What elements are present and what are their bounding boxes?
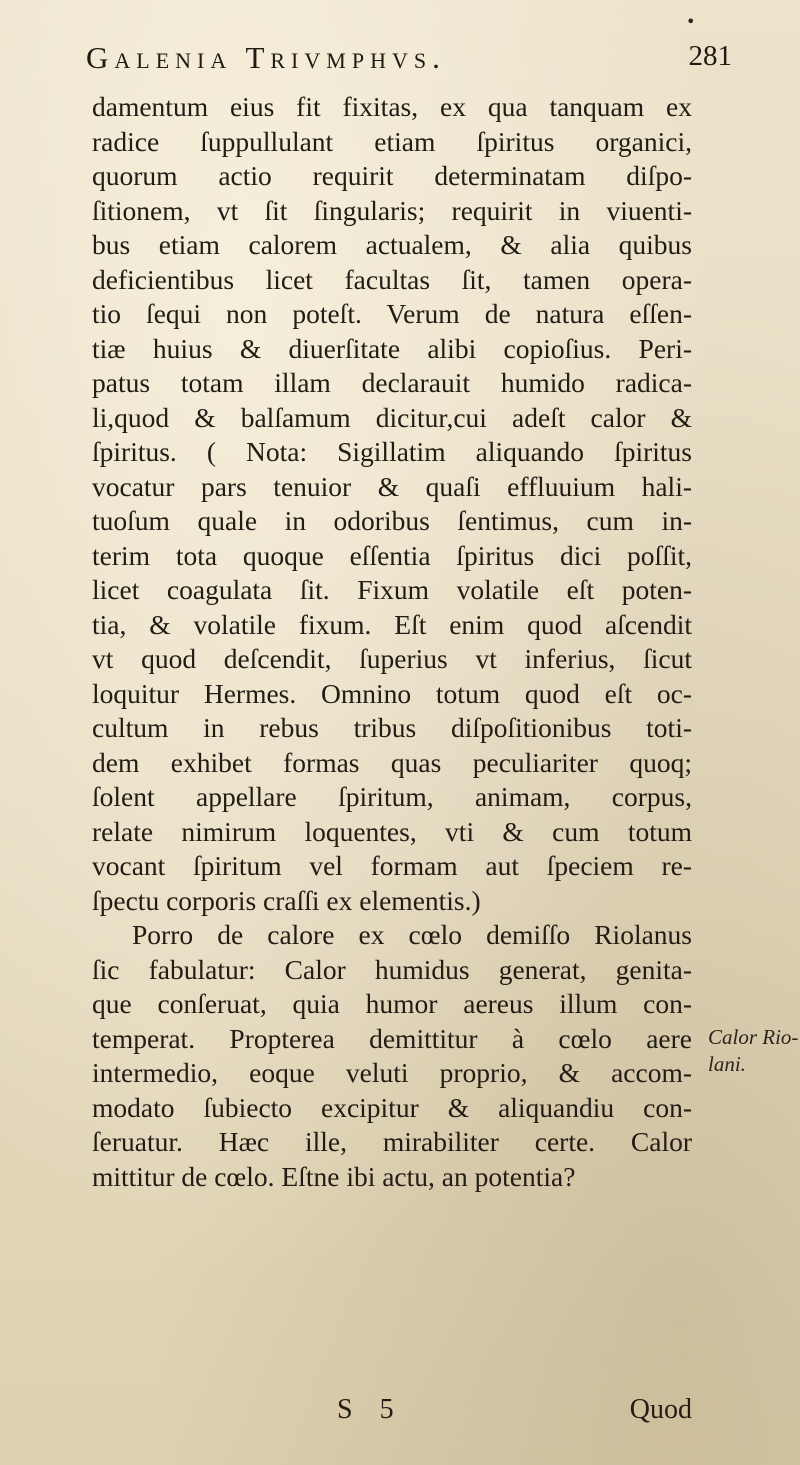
text-line: que conſeruat, quia humor aereus illum con- [92,988,692,1019]
marginal-note-line: lani. [708,1052,746,1076]
text-line: ſpectu corporis craſſi ex elementis.) [92,884,481,916]
marginal-note-line: Calor Rio- [708,1025,799,1049]
text-line: vocant ſpiritum vel formam aut ſpeciem re- [92,850,692,881]
text-line: licet coagulata ſit. Fixum volatile eſt poten- [92,574,692,605]
text-line: tio ſequi non poteſt. Verum de natura eſſen- [92,298,692,329]
text-line: radice ſuppullulant etiam ſpiritus organici, [92,125,692,157]
text-line: quorum actio requirit determinatam diſpo- [92,160,692,191]
text-line: relate nimirum loquentes, vti & cum totum [92,815,692,847]
page-number: 281 [688,40,732,72]
text-line: patus totam illam declarauit humido radica- [92,367,692,398]
text-line: Porro de calore ex cœlo demiſſo Riolanus [132,919,692,950]
text-line: ſeruatur. Hæc ille, mirabiliter certe. Calor [92,1126,692,1157]
text-line: dem exhibet formas quas peculiariter quoq; [92,746,692,778]
text-line: vocatur pars tenuior & quaſi effluuium hali- [92,470,692,502]
text-line: terim tota quoque eſſentia ſpiritus dici poſſit, [92,539,692,571]
text-line: damentum eius fit fixitas, ex qua tanquam ex [92,91,692,122]
signature-mark: S 5 [337,1394,404,1425]
catchword: Quod [629,1394,692,1425]
text-line: deficientibus licet facultas ſit, tamen opera- [92,263,692,295]
text-line: tia, & volatile fixum. Eſt enim quod aſcendit [92,608,692,640]
text-line: ſic fabulatur: Calor humidus generat, genita- [92,953,692,985]
text-line: vt quod deſcendit, ſuperius vt inferius, ſicut [92,643,692,674]
text-line: ſitionem, vt ſit ſingularis; requirit in viuenti- [92,194,692,226]
text-line: li,quod & balſamum dicitur,cui adeſt calor & [92,401,692,433]
text-line: bus etiam calorem actualem, & alia quibus [92,229,692,260]
text-line: ſolent appellare ſpiritum, animam, corpus, [92,781,692,812]
text-line: temperat. Propterea demittitur à cœlo aere [92,1022,692,1054]
text-line: ſpiritus. ( Nota: Sigillatim aliquando ſpiritus [92,436,692,467]
marginal-note [708,1024,798,1078]
text-line: loquitur Hermes. Omnino totum quod eſt oc- [92,677,692,709]
page-header [86,12,732,82]
text-line: modato ſubiecto excipitur & aliquandiu con- [92,1091,692,1123]
page-footer [92,1394,692,1430]
text-line: mittitur de cœlo. Eſtne ibi actu, an potentia? [92,1160,576,1192]
printer-mark: • [686,12,696,31]
text-line: tuoſum quale in odoribus ſentimus, cum in- [92,505,692,536]
text-line: intermedio, eoque veluti proprio, & accom- [92,1057,692,1088]
running-title: Galenia Trivmphvs. [86,40,446,75]
body-text [92,90,692,1194]
text-line: tiæ huius & diuerſitate alibi copioſius. Peri- [92,332,692,364]
text-line: cultum in rebus tribus diſpoſitionibus toti- [92,712,692,743]
